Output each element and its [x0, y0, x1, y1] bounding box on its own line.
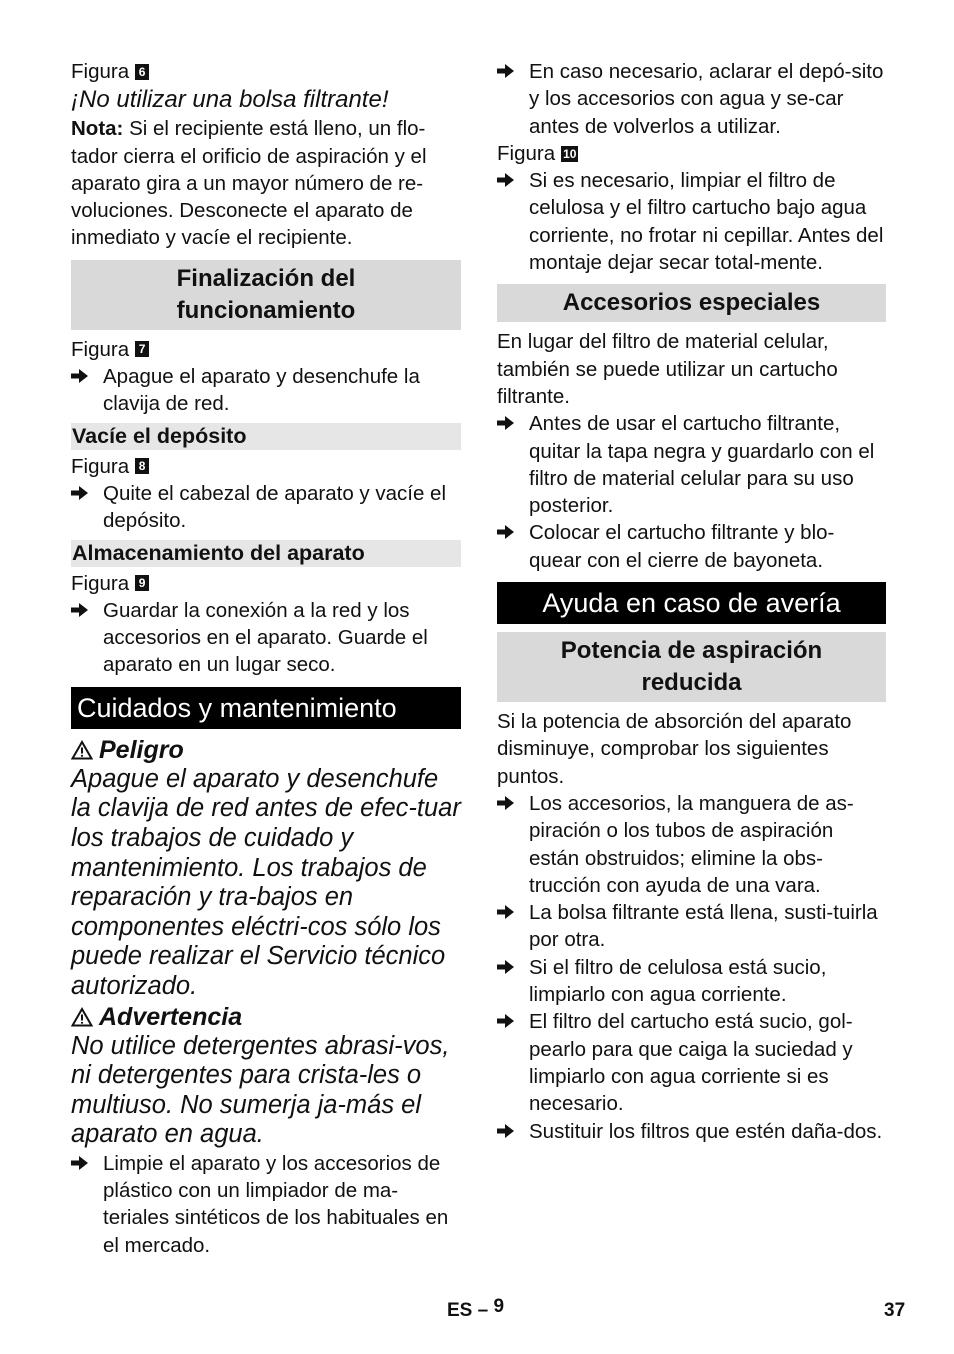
arrow-right-icon: [71, 597, 103, 679]
warning-heading-text: Advertencia: [99, 1002, 243, 1031]
note-paragraph: [71, 115, 461, 251]
warning-heading: [71, 1002, 461, 1032]
danger-heading-text: Peligro: [99, 735, 184, 764]
page-number: 37: [884, 1300, 906, 1321]
list-item: [497, 1118, 886, 1145]
list-item-text: Sustituir los filtros que estén daña-dos.: [529, 1119, 883, 1143]
list-item: [497, 954, 886, 1009]
list-item-text: Guardar la conexión a la red y los accesorios en el aparato. Guarde el aparato en un lugar seco.: [103, 598, 428, 677]
arrow-right-icon: [497, 1118, 529, 1145]
list-item: [497, 1008, 886, 1117]
note-label: Nota:: [71, 117, 124, 141]
figure-label: Figura: [71, 571, 130, 595]
warning-triangle-icon: [71, 740, 93, 760]
arrow-right-icon: [71, 480, 103, 535]
danger-text: Apague el aparato y desenchufe la clavija de red antes de efec-tuar los trabajos de cuidado y mantenimiento. Los trabajos de reparación y tra-bajos en componentes eléctri-cos sólo los puede realizar el Servicio técnico autorizado.: [71, 764, 461, 1000]
list-item-text: Los accesorios, la manguera de as-piración o los tubos de aspiración están obstruidos; elimine la obs-trucción con ayuda de una vara.: [529, 791, 854, 897]
figure-number: 7: [135, 341, 149, 357]
list-item-text: Apague el aparato y desenchufe la clavija de red.: [103, 365, 420, 416]
left-column: [71, 58, 461, 1259]
arrow-right-icon: [497, 519, 529, 574]
list-item: [497, 790, 886, 899]
section-heading-reduced-suction: Potencia de aspiración reducida: [497, 632, 886, 702]
warning-triangle-icon: [71, 1007, 93, 1027]
figure-label: Figura: [71, 454, 130, 478]
figure-label: Figura: [71, 60, 130, 83]
section-heading-accessories: Accesorios especiales: [497, 284, 886, 322]
arrow-right-icon: [497, 1008, 529, 1117]
list-item: [71, 597, 461, 679]
figure-ref-6: [71, 58, 461, 85]
figure-label: Figura: [71, 337, 130, 361]
figure-number: 8: [135, 458, 149, 474]
figure-ref-8: [71, 453, 461, 480]
list-item-text: En caso necesario, aclarar el depó-sito y los accesorios con agua y se-car antes de volverlos a utilizar.: [529, 60, 884, 138]
figure-label: Figura: [497, 141, 556, 165]
danger-heading: [71, 735, 461, 765]
list-item-text: Antes de usar el cartucho filtrante, quitar la tapa negra y guardarlo con el filtro de material celular para su uso posterior.: [529, 412, 875, 518]
figure-ref-7: [71, 336, 461, 363]
list-item-text: La bolsa filtrante está llena, susti-tuirla por otra.: [529, 901, 878, 952]
subheading-empty-tank: Vacíe el depósito: [71, 423, 461, 450]
figure-number: 9: [135, 575, 149, 591]
list-item: [497, 899, 886, 954]
suction-text: Si la potencia de absorción del aparato disminuye, comprobar los siguientes puntos.: [497, 710, 852, 788]
figure-number: 6: [135, 64, 149, 80]
list-item: [497, 167, 886, 276]
list-item-text: Si el filtro de celulosa está sucio, limpiarlo con agua corriente.: [529, 955, 827, 1007]
arrow-right-icon: [71, 363, 103, 418]
arrow-right-icon: [497, 410, 529, 519]
section-heading-end-operation: Finalización del funcionamiento: [71, 260, 461, 330]
footer-language: ES: [447, 1300, 473, 1321]
list-item: [497, 410, 886, 519]
arrow-right-icon: [71, 1150, 103, 1259]
figure-ref-9: [71, 570, 461, 597]
subheading-storage: Almacenamiento del aparato: [71, 540, 461, 567]
figure-ref-10: [497, 140, 886, 167]
list-item-text: El filtro del cartucho está sucio, gol-pearlo para que caiga la suciedad y limpiarlo con agua corriente si es necesario.: [529, 1010, 853, 1116]
section-heading-care: Cuidados y mantenimiento: [71, 687, 461, 729]
list-item: [71, 1150, 461, 1259]
list-item-text: Quite el cabezal de aparato y vacíe el depósito.: [103, 481, 447, 533]
warning-text: No utilice detergentes abrasi-vos, ni detergentes para crista-les o multiuso. No sumerja ja-más el aparato en agua.: [71, 1031, 450, 1149]
figure-number: 10: [563, 146, 577, 161]
footer-section-page: 9: [493, 1296, 505, 1317]
section-heading-troubleshooting: Ayuda en caso de avería: [497, 582, 886, 624]
list-item: [497, 58, 886, 140]
right-column: [497, 58, 886, 1145]
list-item: [71, 363, 461, 418]
list-item: [497, 519, 886, 574]
list-item-text: Si es necesario, limpiar el filtro de celulosa y el filtro cartucho bajo agua corriente, no frotar ni cepillar. Antes del montaje dejar secar total-mente.: [529, 169, 884, 275]
footer-dash: –: [477, 1300, 489, 1321]
list-item: [71, 480, 461, 535]
list-item-text: Colocar el cartucho filtrante y blo-quear con el cierre de bayoneta.: [529, 521, 835, 572]
no-filter-bag-note: ¡No utilizar una bolsa filtrante!: [71, 86, 389, 114]
arrow-right-icon: [497, 899, 529, 954]
note-text: Si el recipiente está lleno, un flo-tador cierra el orificio de aspiración y el aparato gira a un mayor número de re-voluciones. Desconecte el aparato de inmediato y vacíe el recipiente.: [71, 117, 427, 250]
footer-page-marker: [447, 1297, 504, 1324]
arrow-right-icon: [497, 954, 529, 1009]
list-item-text: Limpie el aparato y los accesorios de plástico con un limpiador de ma-teriales sintéticos de los habituales en el mercado.: [103, 1151, 449, 1257]
arrow-right-icon: [497, 790, 529, 899]
arrow-right-icon: [497, 167, 529, 276]
accessories-text: En lugar del filtro de material celular, también se puede utilizar un cartucho filtrante.: [497, 330, 838, 408]
arrow-right-icon: [497, 58, 529, 140]
